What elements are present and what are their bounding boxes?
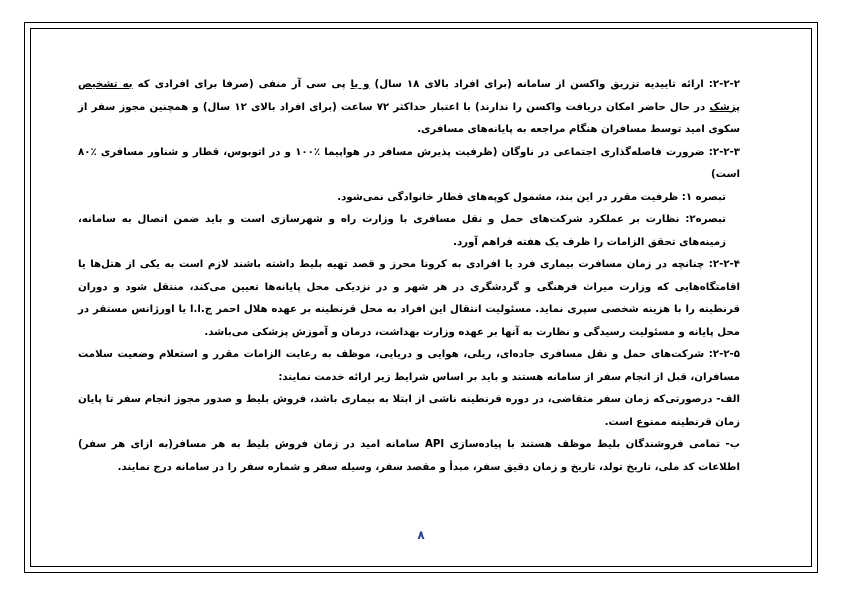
paragraph-text: ۲-۲-۲: ارائه تاییدیه تزریق واکسن از سامانه (برای افراد بالای ۱۸ سال): [369, 79, 741, 90]
clause-alef: الف- درصورتی‌که زمان سفر متقاضی، در دوره قرنطینه ناشی از ابتلا به بیماری باشد، فروش بلیط و صدور مجوز انجام سفر تا پایان زمان قرنطینه ممنوع است.: [78, 394, 740, 428]
paragraph-2-2-3: ۲-۲-۳: ضرورت فاصله‌گذاری اجتماعی در ناوگان (ظرفیت پذیرش مسافر در هواپیما ٪۱۰۰ و در اتوبوس، قطار و شناور مسافری ٪۸۰ است): [78, 146, 740, 180]
underlined-text: به تشخیص پزشک: [78, 79, 740, 113]
page-number: ۸: [417, 528, 425, 542]
note-1: تبصره ۱: ظرفیت مقرر در این بند، مشمول کوپه‌های قطار خانوادگی نمی‌شود.: [337, 191, 726, 203]
paragraph-2-2-5: ۲-۲-۵: شرکت‌های حمل و نقل مسافری جاده‌ای، ریلی، هوایی و دریایی، موظف به رعایت الزامات مقرر و استعلام وضعیت سلامت مسافران، قبل از انجام سفر از سامانه هستند و باید بر اساس شرایط زیر ارائه خدمت نمایند:: [78, 349, 740, 383]
paragraph-text: پی سی آر منفی (صرفا برای افرادی که: [132, 79, 351, 90]
paragraph-text: در حال حاضر امکان دریافت واکسن را ندارند) با اعتبار حداکثر ۷۲ ساعت (برای افراد بالای ۱۲ سال) و همچنین مجوز سفر از سکوی امید توسط مسافران هنگام مراجعه به پایانه‌های مسافری.: [78, 101, 740, 135]
paragraph-2-2-2: [78, 74, 740, 142]
paragraph-2-2-4: ۲-۲-۴: چنانچه در زمان مسافرت بیماری فرد یا افرادی به کرونا محرز و قصد تهیه بلیط داشته باشند لازم است به یکی از هتل‌ها یا اقامتگاه‌هایی که وزارت میراث فرهنگی و گردشگری در هر شهر و در نزدیکی محل پایانه‌ها تعیین می‌کند، منتقل شود و دوران قرنطینه را با هزینه شخصی سپری نماید. مسئولیت انتقال این افراد به محل قرنطینه بر عهده هلال احمر ج.ا.ا یا اورژانس مستقر در محل پایانه و مسئولیت رسیدگی و نظارت به آنها بر عهده وزارت بهداشت، درمان و آموزش پزشکی می‌باشد.: [78, 259, 740, 338]
underlined-text: و یا: [350, 79, 370, 90]
note-2: تبصره۲: نظارت بر عملکرد شرکت‌های حمل و نقل مسافری با وزارت راه و شهرسازی است و باید ضمن اتصال به سامانه، زمینه‌های تحقق الزامات را ظرف یک هفته فراهم آورد.: [78, 214, 726, 248]
document-body: [78, 74, 740, 479]
clause-be: ب- تمامی فروشندگان بلیط موظف هستند با پیاده‌سازی API سامانه امید در زمان فروش بلیط به هر مسافر(به ازای هر سفر) اطلاعات کد ملی، تاریخ تولد، تاریخ و زمان دقیق سفر، مبدأ و مقصد سفر، وسیله سفر و شماره سفر را در سامانه درج نمایند.: [78, 439, 740, 473]
